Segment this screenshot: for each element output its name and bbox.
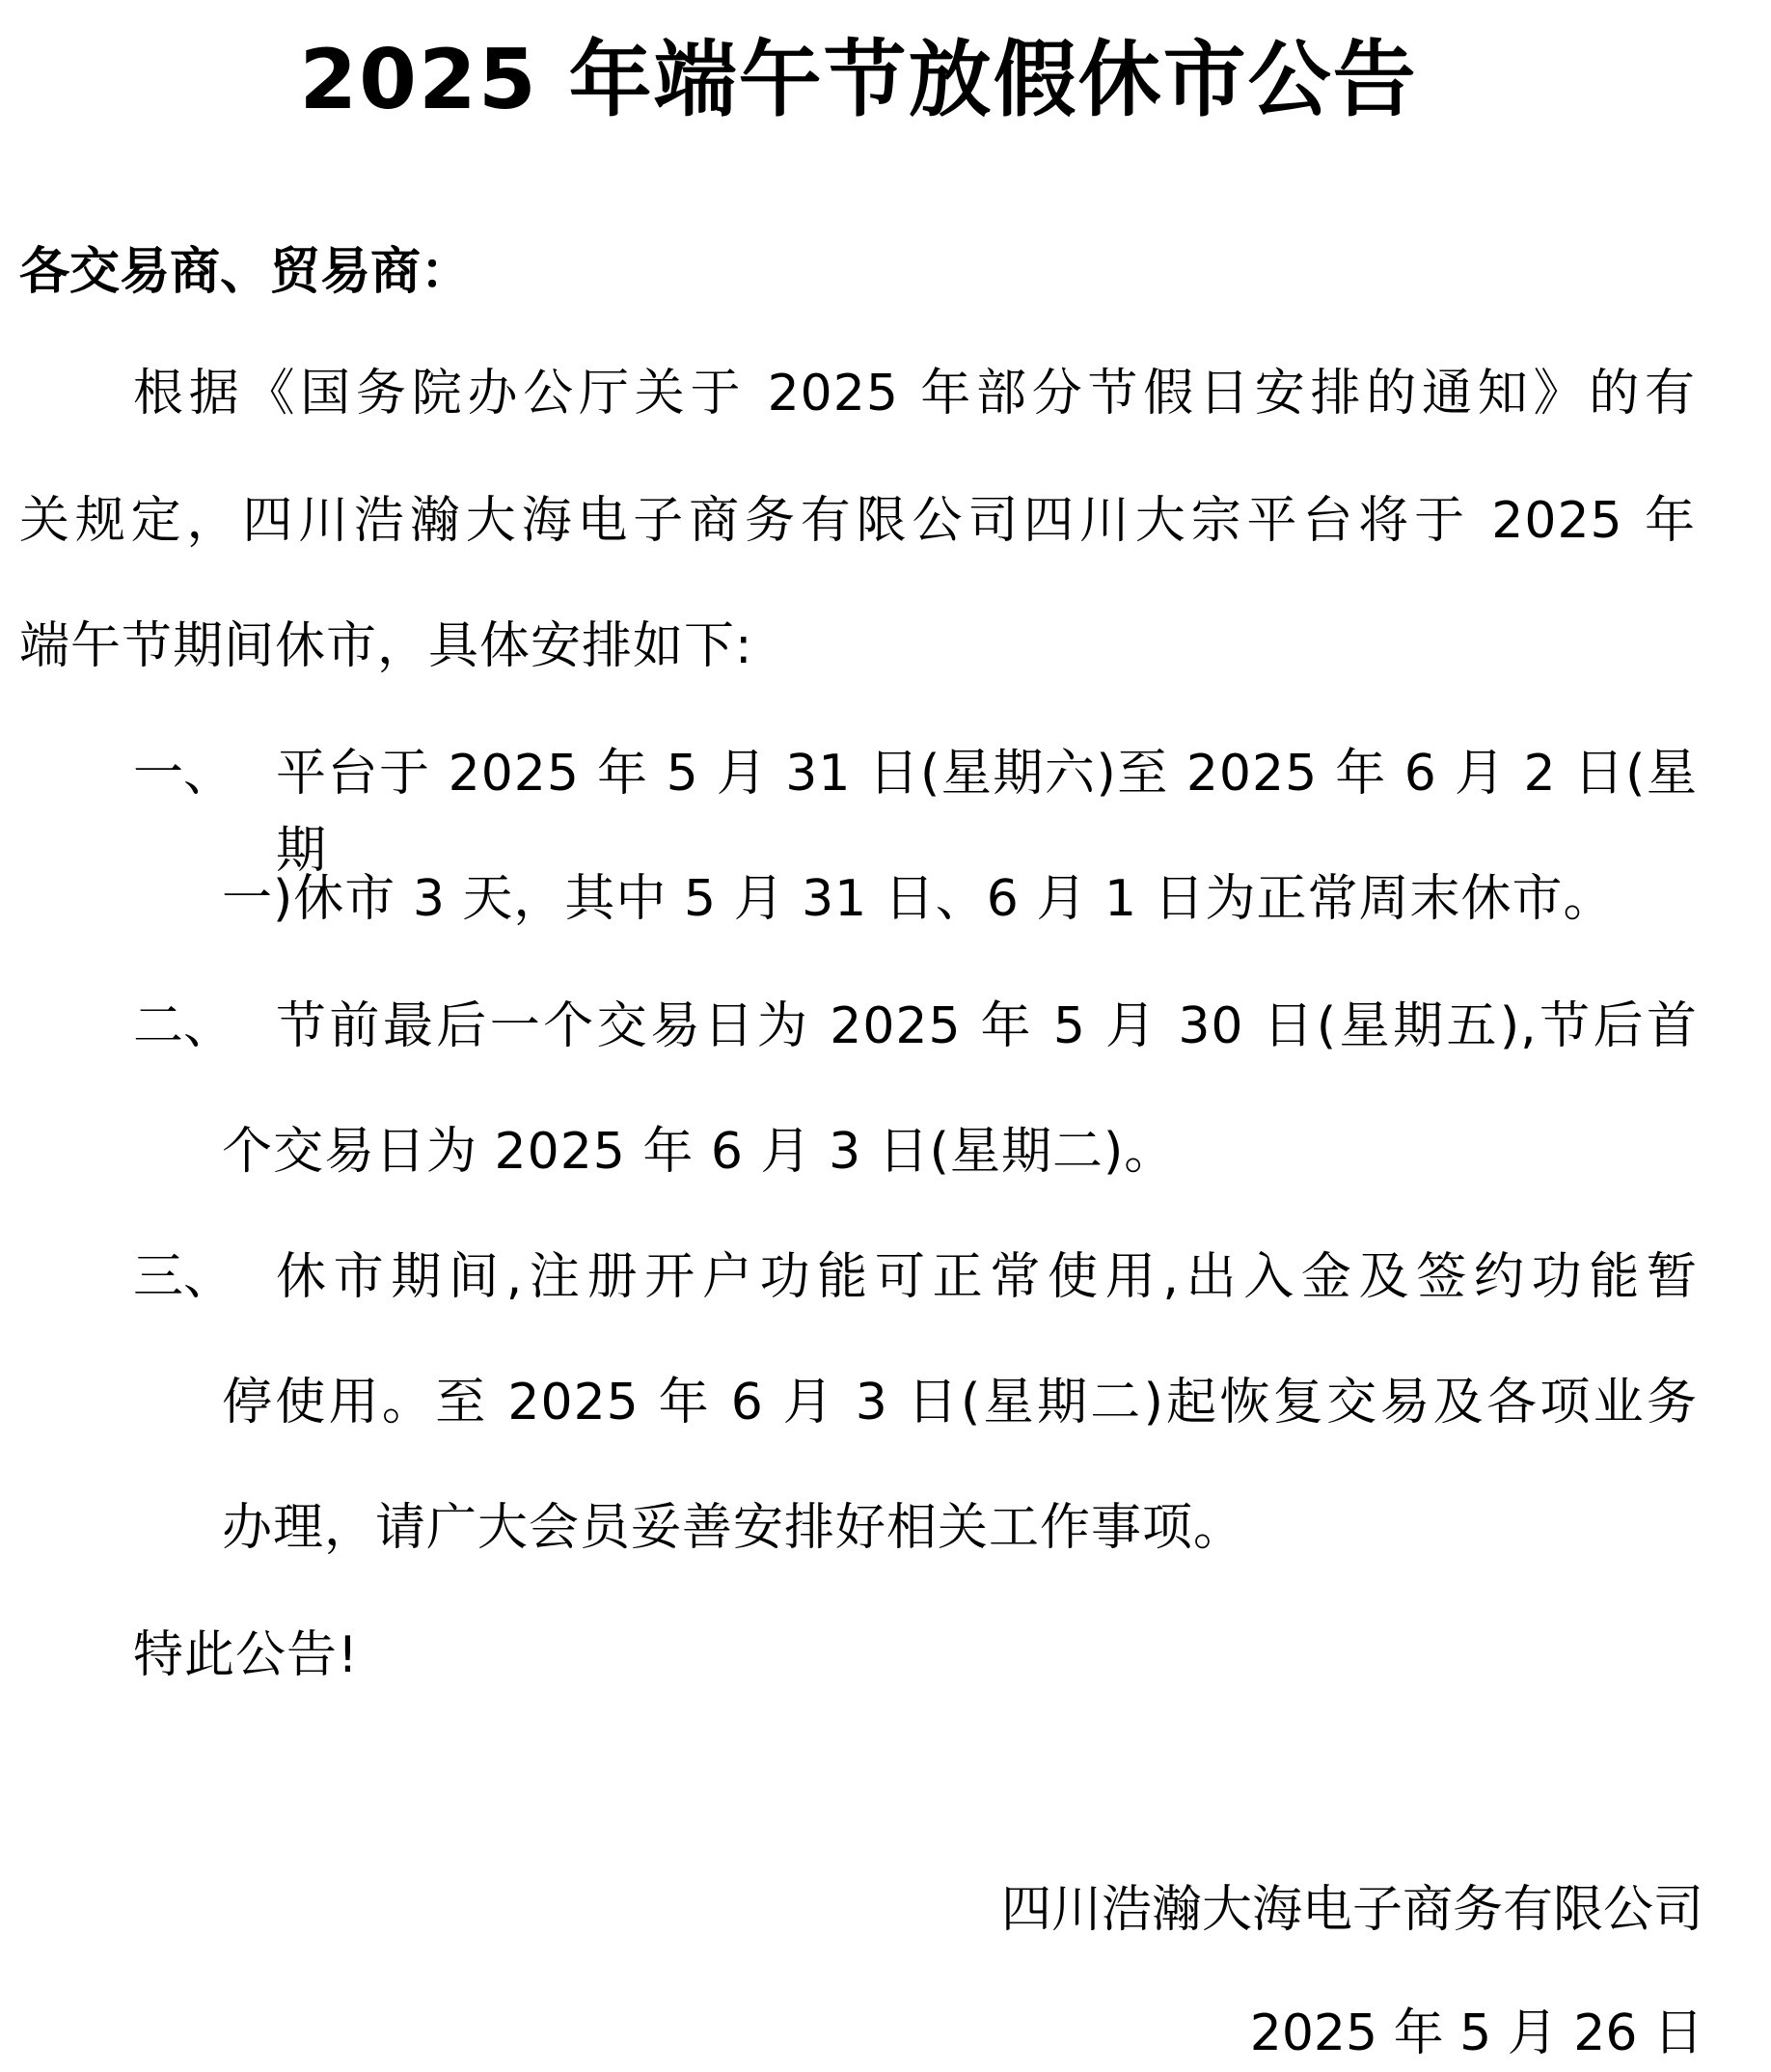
item-1-marker: 一、	[133, 745, 234, 803]
signature-date: 2025 年 5 月 26 日	[1249, 2004, 1703, 2062]
item-3-line-1: 休市期间,注册开户功能可正常使用,出入金及签约功能暂	[276, 1248, 1698, 1306]
closing-text: 特此公告!	[133, 1626, 359, 1684]
intro-line-1: 根据《国务院办公厅关于 2025 年部分节假日安排的通知》的有	[133, 365, 1696, 423]
notice-title: 2025 年端午节放假休市公告	[299, 32, 1418, 128]
intro-line-2: 关规定，四川浩瀚大海电子商务有限公司四川大宗平台将于 2025 年	[19, 492, 1696, 550]
item-1-line-1: 平台于 2025 年 5 月 31 日(星期六)至 2025 年 6 月 2 日(星期	[276, 745, 1698, 880]
item-2-marker: 二、	[133, 997, 234, 1055]
item-2-line-1: 节前最后一个交易日为 2025 年 5 月 30 日(星期五),节后首	[276, 997, 1698, 1055]
signature-company: 四川浩瀚大海电子商务有限公司	[1000, 1881, 1703, 1939]
intro-line-3: 端午节期间休市，具体安排如下:	[19, 617, 753, 675]
salutation: 各交易商、贸易商：	[19, 243, 472, 301]
item-1-line-2: 一)休市 3 天，其中 5 月 31 日、6 月 1 日为正常周末休市。	[222, 870, 1615, 928]
item-3-line-2: 停使用。至 2025 年 6 月 3 日(星期二)起恢复交易及各项业务	[222, 1374, 1698, 1431]
item-3-marker: 三、	[133, 1248, 234, 1306]
item-2-line-2: 个交易日为 2025 年 6 月 3 日(星期二)。	[222, 1123, 1176, 1181]
item-3-line-3: 办理，请广大会员妥善安排好相关工作事项。	[222, 1499, 1245, 1557]
